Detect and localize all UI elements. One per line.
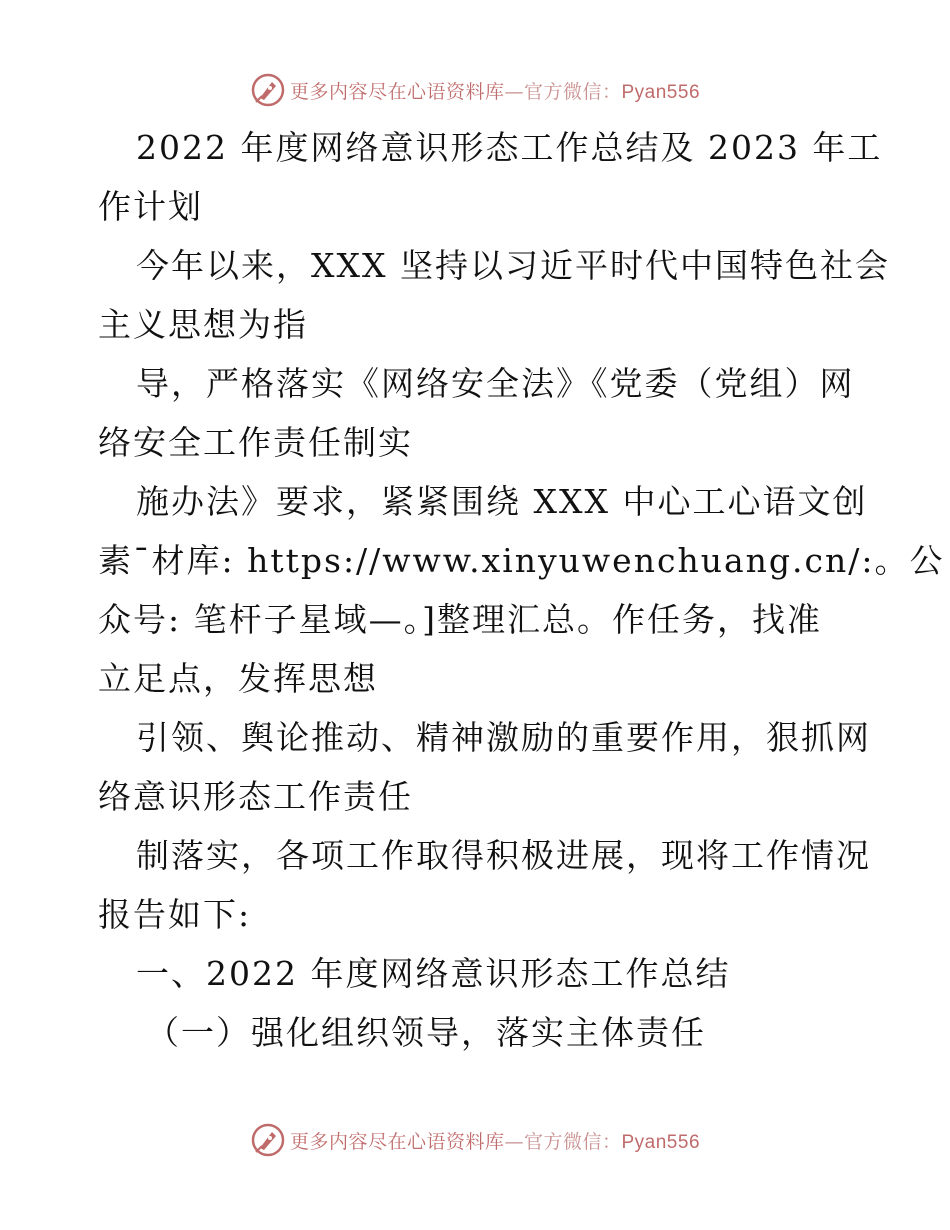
paragraph-line: 络意识形态工作责任 <box>98 777 413 816</box>
paragraph-line: 素¯材库: https://www.xinyuwenchuang.cn/:。公 <box>98 541 945 580</box>
title-line-1: 2022 年度网络意识形态工作总结及 2023 年工 <box>136 128 883 167</box>
paragraph-line: 今年以来，XXX 坚持以习近平时代中国特色社会 <box>136 246 890 285</box>
footer-watermark-banner <box>0 1120 950 1160</box>
paragraph-line: 引领、舆论推动、精神激励的重要作用，狠抓网 <box>136 718 871 757</box>
banner-wechat-id: Pyan556 <box>621 1131 701 1153</box>
title-line-2: 作计划 <box>98 187 203 226</box>
banner-wechat-label: 官方微信： <box>523 80 622 103</box>
banner-wechat-id: Pyan556 <box>621 81 701 103</box>
banner-brand-text: 更多内容尽在心语资料库 <box>289 1130 505 1153</box>
subsection-heading: （一）强化组织领导，落实主体责任 <box>146 1013 706 1052</box>
paragraph-line: 络安全工作责任制实 <box>98 423 413 462</box>
section-heading: 一、2022 年度网络意识形态工作总结 <box>136 954 731 993</box>
document-body <box>98 118 945 1062</box>
pen-nib-logo-icon <box>250 72 286 108</box>
header-watermark-banner <box>0 70 950 110</box>
paragraph-line: 施办法》要求，紧紧围绕 XXX 中心工心语文创 <box>136 482 868 521</box>
paragraph-line: 主义思想为指 <box>98 305 308 344</box>
banner-separator: — <box>504 80 524 103</box>
pen-nib-logo-icon <box>250 1122 286 1158</box>
paragraph-line: 制落实，各项工作取得积极进展，现将工作情况 <box>136 836 871 875</box>
banner-wechat-label: 官方微信： <box>523 1130 622 1153</box>
paragraph-line: 立足点，发挥思想 <box>98 659 378 698</box>
banner-separator: — <box>504 1130 524 1153</box>
paragraph-line: 导，严格落实《网络安全法》《党委（党组）网 <box>136 364 855 403</box>
paragraph-line: 报告如下: <box>98 895 252 934</box>
paragraph-line: 众号: 笔杆子星域—。]整理汇总。作任务，找准 <box>98 600 822 639</box>
banner-brand-text: 更多内容尽在心语资料库 <box>289 80 505 103</box>
